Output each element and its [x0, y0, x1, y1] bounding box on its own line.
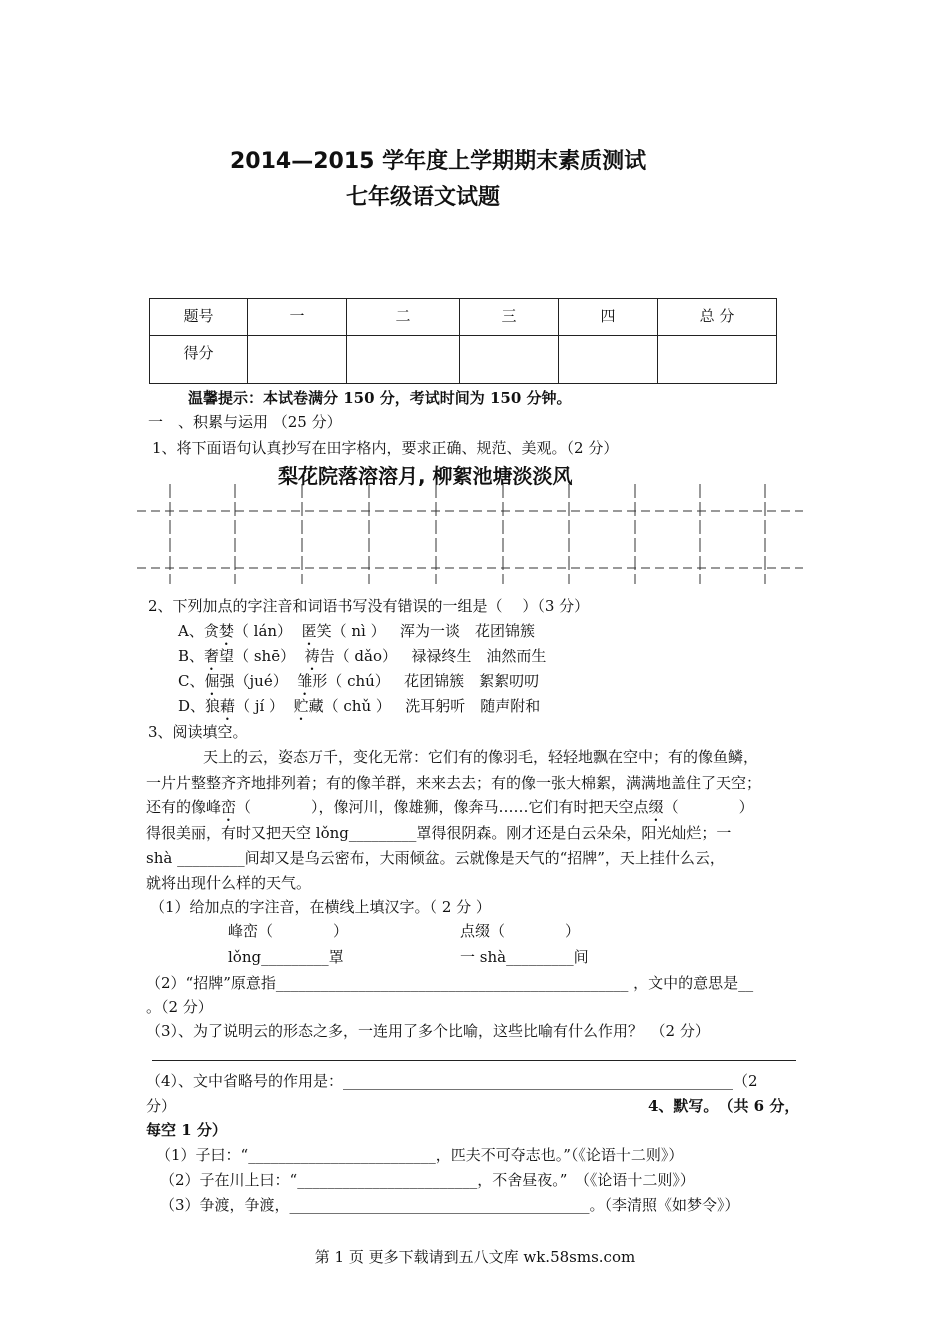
passage-line: 一片片整整齐齐地排列着；有的像羊群，来来去去；有的像一张大棉絮，满满地盖住了天空；	[146, 774, 762, 792]
question-4: 4、默写。 （共 6 分，	[648, 1097, 800, 1115]
subquestion-2-points: 。（2 分）	[146, 998, 213, 1016]
score-input-cell[interactable]	[658, 336, 777, 384]
answer-blank-hanzi[interactable]: lǒng_________罩	[228, 948, 344, 966]
score-cell: 一	[248, 299, 347, 336]
score-table	[149, 298, 777, 384]
exam-subtitle: 七年级语文试题	[346, 185, 501, 210]
passage-line: shà _________间却又是乌云密布，大雨倾盆。云就像是天气的“招牌”，天上挂什么云，	[146, 849, 725, 867]
question-1: 1、将下面语句认真抄写在田字格内，要求正确、规范、美观。（2 分）	[152, 439, 619, 457]
subquestion-2[interactable]: （2）“招牌”原意指_______________________________________________ ，文中的意思是__	[146, 974, 754, 992]
score-cell: 二	[347, 299, 460, 336]
answer-blank-hanzi[interactable]: 一 shà_________间	[460, 948, 589, 966]
answer-blank-pinyin[interactable]: 峰峦（ ）	[228, 922, 349, 940]
exam-title: 2014—2015 学年度上学期期末素质测试	[230, 149, 647, 174]
score-input-cell[interactable]	[347, 336, 460, 384]
passage-line: 天上的云，姿态万千，变化无常：它们有的像羽毛，轻轻地飘在空中；有的像鱼鳞，	[203, 748, 759, 766]
option-a[interactable]: A、贪婪（ lán） 匿笑（ nì ） 浑为一谈 花团锦簇	[178, 622, 535, 640]
section-heading: 一 、积累与运用 （25 分）	[148, 413, 342, 431]
page-footer: 第 1 页 更多下载请到五八文库 wk.58sms.com	[314, 1248, 636, 1266]
subquestion-3: （3）、为了说明云的形态之多，一连用了多个比喻，这些比喻有什么作用？ （2 分）	[146, 1022, 710, 1040]
subquestion-4[interactable]: （4）、文中省略号的作用是：____________________________________________________（2	[146, 1072, 758, 1090]
score-input-cell[interactable]	[460, 336, 559, 384]
answer-line[interactable]	[152, 1060, 796, 1061]
question-3: 3、阅读填空。	[148, 723, 248, 741]
dictation-line[interactable]: （3）争渡，争渡，________________________________________。（李清照《如梦令》）	[160, 1196, 740, 1214]
score-cell: 总 分	[658, 299, 777, 336]
tianzige-grid[interactable]	[137, 484, 803, 584]
score-cell: 题号	[150, 299, 248, 336]
score-input-cell[interactable]	[248, 336, 347, 384]
answer-blank-pinyin[interactable]: 点缀（ ）	[460, 922, 581, 940]
copy-sentence: 梨花院落溶溶月, 柳絮池塘淡淡风	[278, 464, 573, 488]
option-d[interactable]: D、狼藉（ jí ） 贮藏（ chǔ ） 洗耳躬听 随声附和	[178, 697, 541, 715]
score-input-cell[interactable]	[559, 336, 658, 384]
exam-tip: 温馨提示：本试卷满分 150 分，考试时间为 150 分钟。	[188, 389, 572, 407]
dictation-line[interactable]: （1）子曰：“_________________________，匹夫不可夺志也。”（《论语十二则》）	[156, 1146, 684, 1164]
subquestion-1: （1）给加点的字注音，在横线上填汉字。（ 2 分 ）	[150, 898, 491, 916]
passage-line: 得很美丽，有时又把天空 lǒng_________罩得很阴森。刚才还是白云朵朵，阳光灿烂；一	[146, 824, 732, 842]
passage-line: 就将出现什么样的天气。	[146, 874, 312, 892]
score-cell: 四	[559, 299, 658, 336]
score-table-header-row	[150, 299, 777, 336]
subquestion-4-points: 分）	[146, 1097, 177, 1115]
dictation-line[interactable]: （2）子在川上曰：“________________________，不舍昼夜。” （《论语十二则》）	[160, 1171, 695, 1189]
score-cell: 得分	[150, 336, 248, 384]
score-cell: 三	[460, 299, 559, 336]
option-b[interactable]: B、奢望（ shē） 祷告（ dǎo） 禄禄终生 油然而生	[178, 647, 547, 665]
question-2: 2、下列加点的字注音和词语书写没有错误的一组是（ ）（3 分）	[148, 597, 590, 615]
score-table-score-row	[150, 336, 777, 384]
question-4-points: 每空 1 分）	[146, 1121, 227, 1139]
option-c[interactable]: C、倔强（jué） 雏形（ chú） 花团锦簇 絮絮叨叨	[178, 672, 540, 690]
passage-line: 还有的像峰峦（ ），像河川，像雄狮，像奔马……它们有时把天空点缀（ ）	[146, 798, 754, 816]
